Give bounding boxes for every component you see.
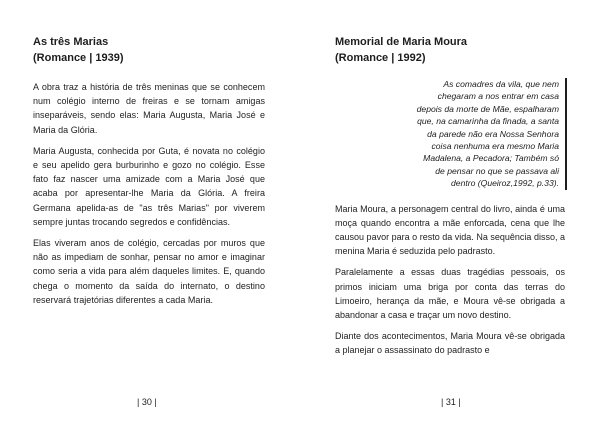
right-page-number: | 31 | [441, 397, 461, 407]
left-page-title: As três Marias [33, 36, 109, 48]
epigraph-citation: (Queiroz,1992, p.33). [477, 178, 559, 189]
left-page [33, 0, 265, 422]
right-page-body [335, 202, 565, 358]
left-page-number: | 30 | [137, 397, 157, 407]
right-page [335, 0, 565, 422]
left-page-subtitle: (Romance | 1939) [33, 52, 124, 64]
left-page-body [33, 80, 265, 307]
left-paragraph-2: Maria Augusta, conhecida por Guta, é novata no colégio e seu apelido gera burburinho e gozo no colégio. Esse fato faz nascer uma amizade com a Maria José que acaba por apresentar-lhe Maria da Glória. A freira Germana apelida-as de "as três Marias" por viverem sempre juntas trocando segredos e confidências. [33, 145, 265, 227]
right-page-title: Memorial de Maria Moura [335, 36, 468, 48]
right-paragraph-2: Paralelamente a essas duas tragédias pessoais, os primos iniciam uma briga por conta das terras do Limoeiro, herança da mãe, e Moura vê-se obrigada a abandonar a casa e traçar um novo destino. [335, 267, 565, 321]
left-paragraph-1: A obra traz a história de três meninas que se conhecem num colégio interno de freiras e se tornam amigas inseparáveis, sendo elas: Maria Augusta, Maria José e Maria da Glória. [33, 82, 265, 135]
epigraph-text: As comadres da vila, que nem chegaram a nos entrar em casa depois da morte de Mãe, espalharam que, na camarinha da finada, a santa da parede não era Nossa Senhora coisa nenhuma era mesmo Maria Madalena, a Pecadora; Também só de pensar no que se passava ali dentro [416, 79, 559, 189]
right-page-subtitle: (Romance | 1992) [335, 52, 426, 64]
epigraph-quote [413, 78, 567, 190]
right-paragraph-1: Maria Moura, a personagem central do livro, ainda é uma moça quando encontra a mãe enforcada, cena que lhe causou pavor para o resto da vida. Na sequência disso, a menina Maria é seduzida pelo padrasto. [335, 203, 565, 257]
left-paragraph-3: Elas viveram anos de colégio, cercadas por muros que não as impediam de sonhar, pensar no amor e imaginar como seria a vida para além daqueles limites. E, quando chega o momento da saída do internato, o destino reservará trajetórias diferentes a cada Maria. [33, 238, 265, 305]
right-paragraph-3: Diante dos acontecimentos, Maria Moura vê-se obrigada a planejar o assassinato do padrasto e [335, 331, 565, 356]
